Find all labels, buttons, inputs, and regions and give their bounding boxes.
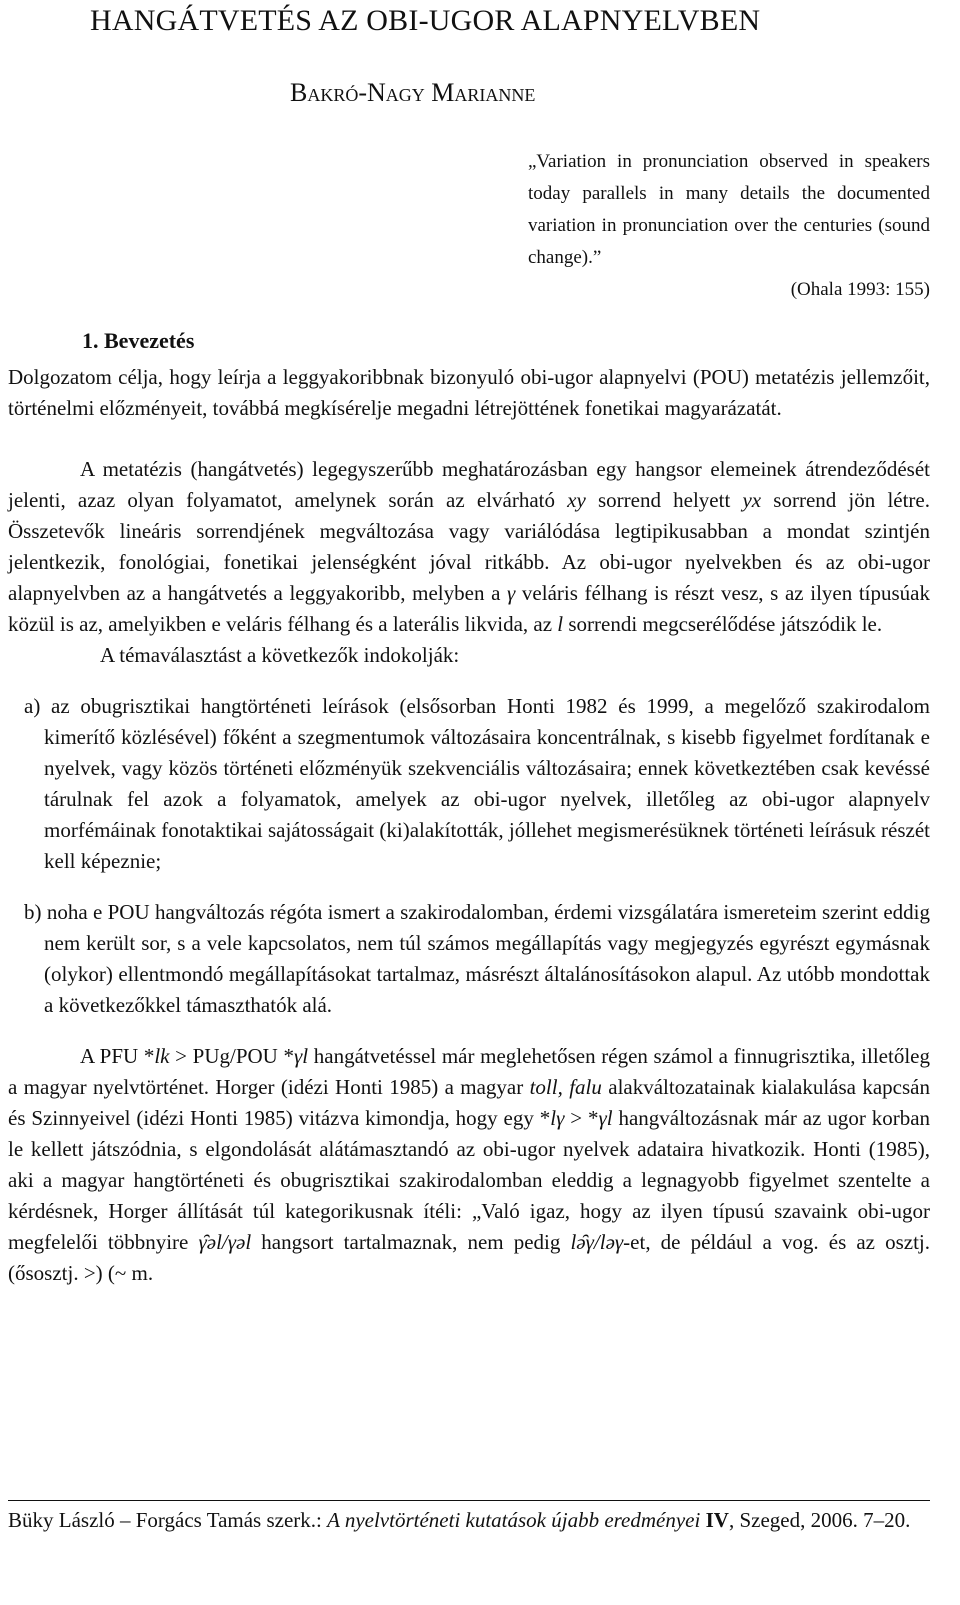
section-heading: 1. Bevezetés (82, 328, 195, 353)
volume-number: IV (700, 1508, 729, 1532)
list-item-b: b) noha e POU hangváltozás régóta ismert a szakirodalomban, érdemi vizsgálatára ismereteim szerint eddig nem került sor, s a vele kapcsolatos, nem túl számos megállapítás vagy megjegyzés egyrészt egymásnak (olykor) ellentmondó megállapításokat tartalmaz, másrészt általánosításokon alapul. Az utóbb mondottak a következőkkel támaszthatók alá. (24, 900, 930, 1017)
footer-divider (8, 1500, 930, 1501)
paragraph-1: Dolgozatom célja, hogy leírja a leggyakoribbnak bizonyuló obi-ugor alapnyelvi (POU) metatézis jellemzőit, történelmi előzményeit, továbbá megkísérelje megadni létrejöttének fonetikai magyarázatát. (8, 365, 930, 420)
book-title: A nyelvtörténeti kutatások újabb eredményei (327, 1508, 701, 1532)
body-text (8, 362, 930, 1289)
paper-title: HANGÁTVETÉS AZ OBI-UGOR ALAPNYELVBEN (90, 4, 761, 37)
paragraph-2: A metatézis (hangátvetés) legegyszerűbb meghatározásban egy hangsor elemeinek átrendeződését jelenti, azaz olyan folyamatot, amelynek során az elvárható xy sorrend helyett yx sorrend jön létre. Összetevők lineáris sorrendjének megváltozása vagy variálódása legtipikusabban a mondat szintjén jelentkezik, fonológiai, fonetikai jelenségként jóval ritkább. Az obi-ugor nyelvekben és az obi-ugor alapnyelvben az a hangátvetés a leggyakoribb, melyben a γ veláris félhang is részt vesz, s az ilyen típusúak közül is az, amelyikben e veláris félhang és a laterális likvida, az l sorrendi megcserélődése játszódik le. (8, 457, 931, 636)
citation-footer: Büky László – Forgács Tamás szerk.: A nyelvtörténeti kutatások újabb eredményei IV, Szeged, 2006. 7–20. (8, 1508, 911, 1532)
author-name: Bakró-Nagy Marianne (290, 78, 536, 107)
list-item-a: a) az obugrisztikai hangtörténeti leírások (elsősorban Honti 1982 és 1999, a megelőző szakirodalom kimerítő közlésével) főként a szegmentumok változásaira koncentrálnak, s kisebb figyelmet fordítanak e nyelvek, vagy közös történeti előzményük szekvenciális változásaira; ennek következtében csak kevéssé tárulnak fel azok a folyamatok, amelyek az obi-ugor nyelvek, illetőleg az obi-ugor alapnyelv morfémáinak fonotaktikai sajátosságait (ki)alakították, jóllehet megismerésüknek történeti leírásuk részét kell képeznie; (24, 694, 930, 873)
paragraph-3: A témaválasztást a következők indokolják: (100, 643, 460, 667)
paragraph-4: A PFU *lk > PUg/POU *γl hangátvetéssel már meglehetősen régen számol a finnugrisztika, illetőleg a magyar nyelvtörténet. Horger (idézi Honti 1985) a magyar toll, falu alakváltozatainak kialakulása kapcsán és Szinnyeivel (idézi Honti 1985) vitázva kimondja, hogy egy *lγ > *γl hangváltozásnak már az ugor korban le kellett játszódnia, s elgondolását alátámasztandó az obi-ugor nyelvek adataira hivatkozik. Honti (1985), aki a magyar hangtörténeti és obugrisztikai szakirodalomban eleddig a legnagyobb figyelmet szentelte a kérdésnek, Horger állítását túl kategorikusnak ítéli: „Való igaz, hogy az ilyen típusú szavaink obi-ugor megfelelői többnyire γ̑əl/γəl hangsort tartalmaznak, nem pedig lə̑γ/ləγ-et, de például a vog. és az osztj. (ősosztj. >) (~ m. (8, 1044, 931, 1285)
epigraph (528, 146, 930, 306)
epigraph-quote: „Variation in pronunciation observed in speakers today parallels in many details the documented variation in pronunciation over the centuries (sound change).” (528, 151, 930, 268)
epigraph-source: (Ohala 1993: 155) (790, 279, 930, 300)
